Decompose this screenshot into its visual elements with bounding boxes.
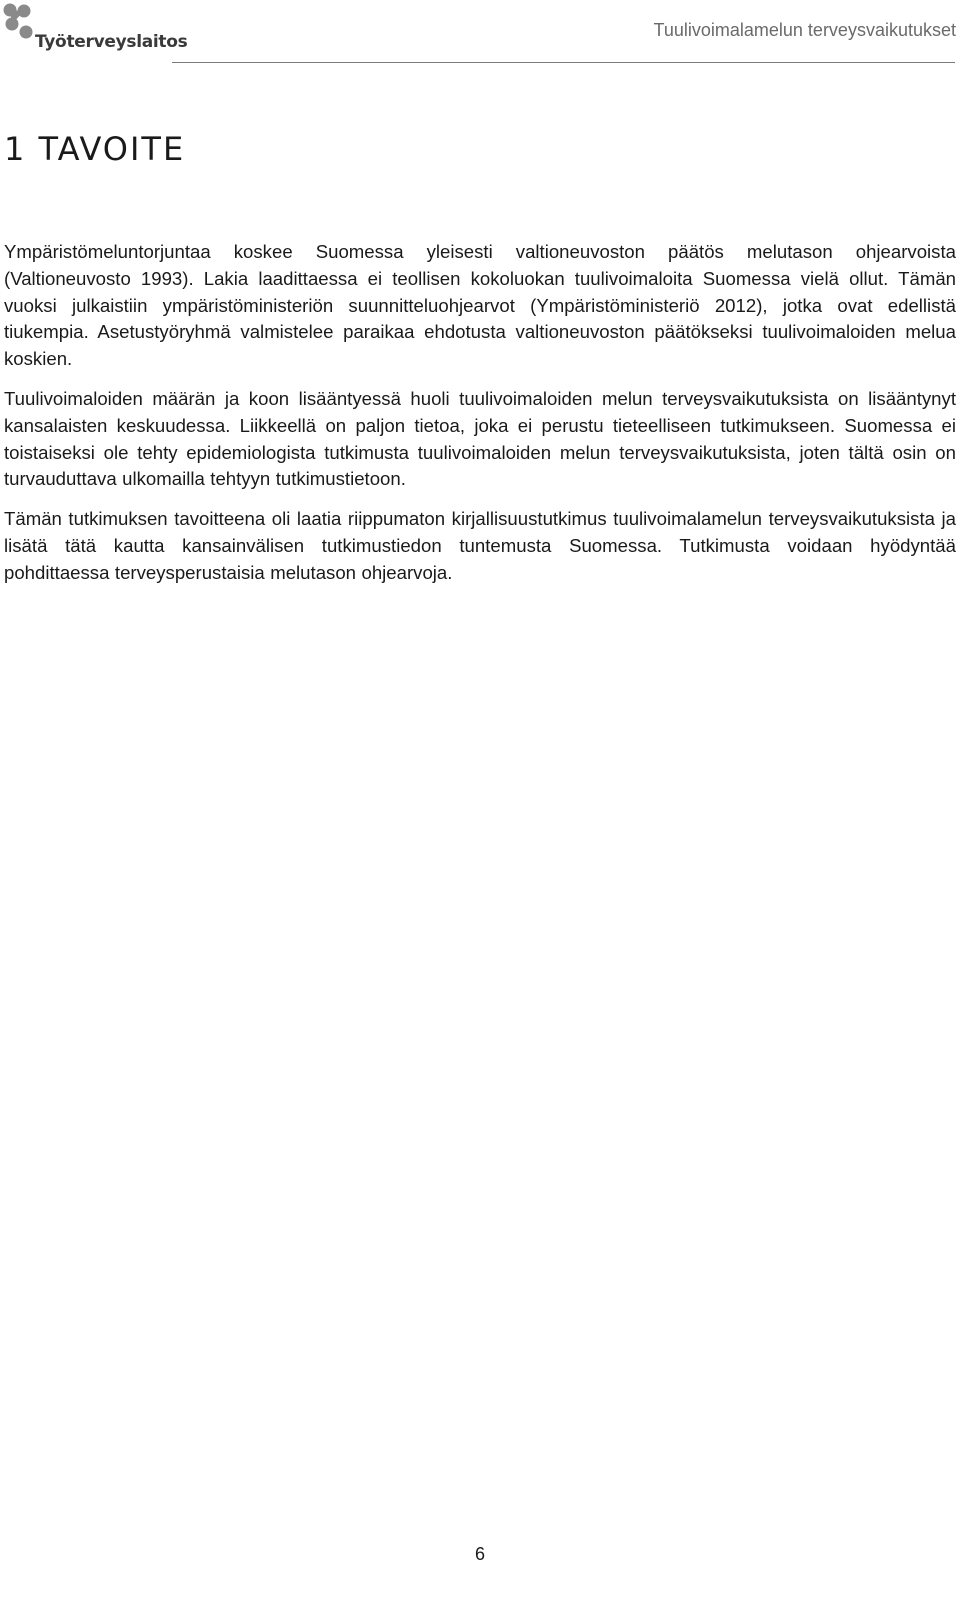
paragraph-3: Tämän tutkimuksen tavoitteena oli laatia riippumaton kirjallisuustutkimus tuulivoimalamelun terveysvaikutuksista ja lisätä tätä kautta kansainvälisen tutkimustiedon tuntemusta Suomessa. Tutkimusta voidaan hyödyntää pohdittaessa terveysperustaisia melutason ohjearvoja. [4,508,956,583]
paragraph-1: Ympäristömeluntorjuntaa koskee Suomessa yleisesti valtioneuvoston päätös melutason ohjearvoista (Valtioneuvosto 1993). Lakia laadittaessa ei teollisen kokoluokan tuulivoimaloita Suomessa vielä ollut. Tämän vuoksi julkaistiin ympäristöministeriön suunnitteluohjearvot (Ympäristöministeriö 2012), jotka ovat edellistä tiukempia. Asetustyöryhmä valmistelee paraikaa ehdotusta valtioneuvoston päätökseksi tuulivoimaloiden melua koskien. [4,241,956,370]
chapter-title: 1 TAVOITE [4,130,186,168]
body-text [4,239,956,600]
header-divider [172,62,955,63]
page-header [0,0,960,66]
running-title: Tuulivoimalamelun terveysvaikutukset [653,20,956,40]
page-number: 6 [474,1544,485,1564]
logo-text: Työterveyslaitos [35,32,188,52]
logo [2,2,188,54]
paragraph-2: Tuulivoimaloiden määrän ja koon lisääntyessä huoli tuulivoimaloiden melun terveysvaikutuksista on lisääntynyt kansalaisten keskuudessa. Liikkeellä on paljon tietoa, joka ei perustu tieteelliseen tutkimukseen. Suomessa ei toistaiseksi ole tehty epidemiologista tutkimusta tuulivoimaloiden melun terveysvaikutuksista, joten tältä osin on turvauduttava ulkomailla tehtyyn tutkimustietoon. [4,387,956,490]
